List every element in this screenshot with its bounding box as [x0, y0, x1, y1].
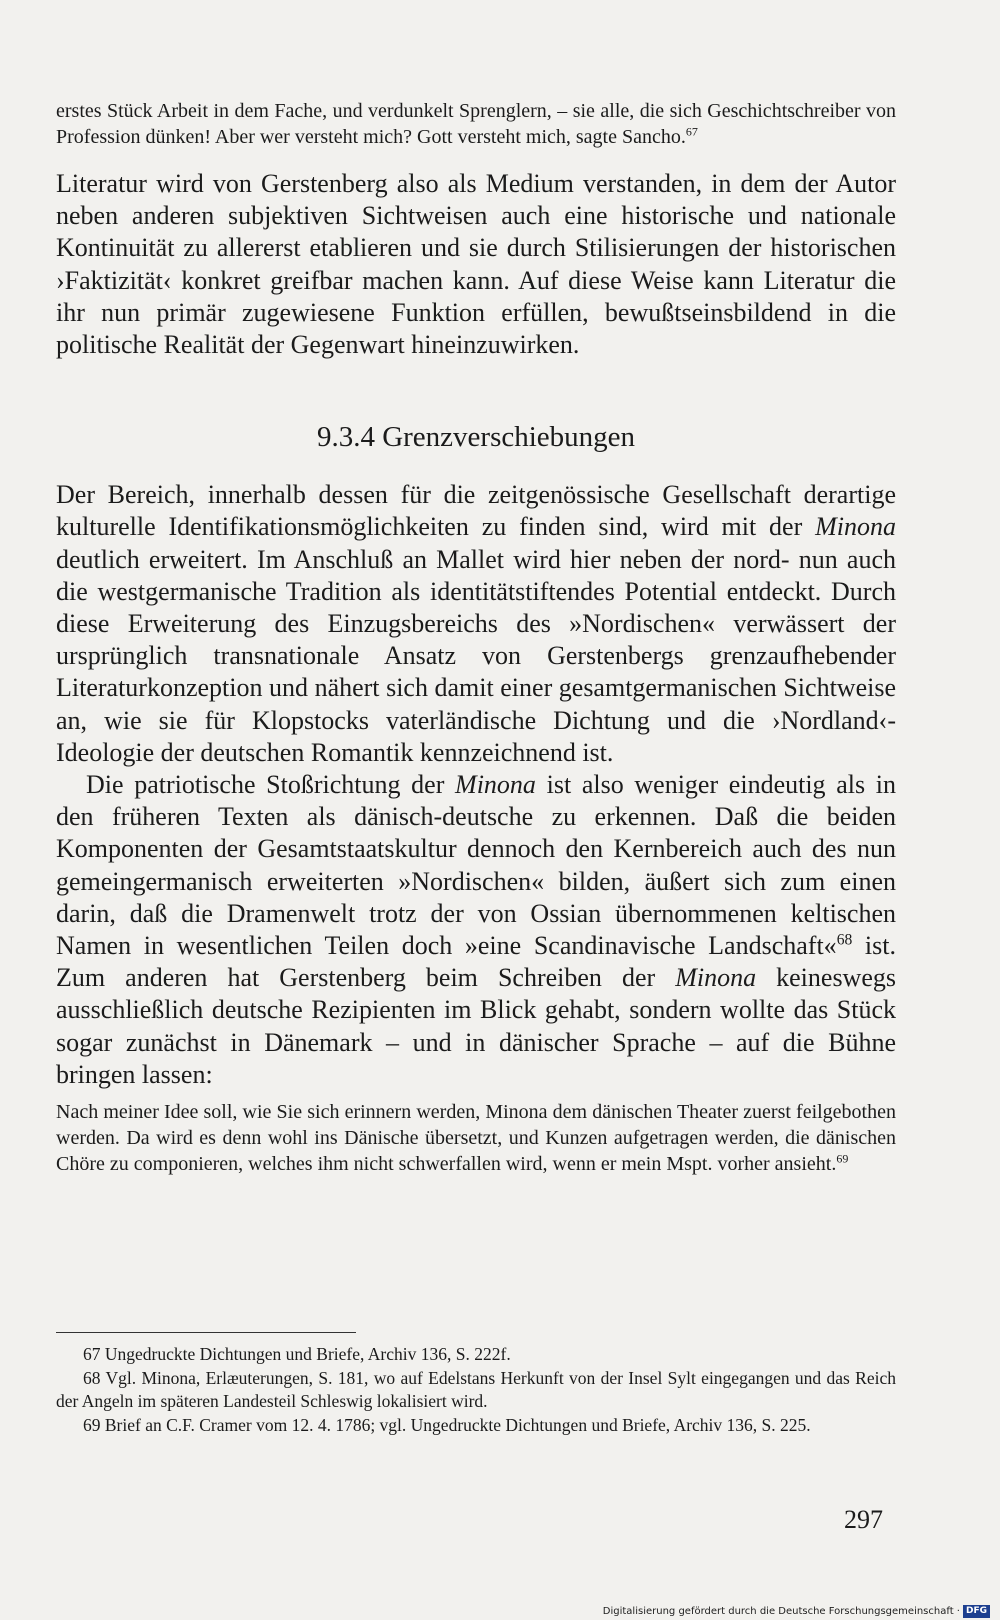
footnote-ref-68[interactable]: 68 — [836, 931, 853, 949]
dfg-logo-icon: DFG — [963, 1605, 990, 1618]
footnote-divider — [56, 1332, 356, 1333]
paragraph-3: Die patriotische Stoßrichtung der Minona ist also weniger eindeutig als in den früheren Texten als dänisch-deutsche zu erkennen. Daß die beiden Komponenten der Gesamtstaatskultur dennoch den Kernbereich auch des nun gemeingermanisch erweiterten »Nordischen« bilden, äußert sich zum einen darin, daß die Dramenwelt trotz der von Ossian übernommenen keltischen Namen in wesentlichen Teilen doch »eine Scandinavische Landschaft«$^{68}$ ist. Zum anderen hat Gerstenberg beim Schreiben der Minona keineswegs ausschließlich deutsche Rezipienten im Blick gehabt, sondern wollte das Stück sogar zunächst in Dänemark – und in dänischer Sprache – auf die Bühne bringen lassen: — [56, 770, 897, 1089]
title-italic: Minona — [815, 512, 896, 542]
footnote-ref-69[interactable]: 69 — [836, 1151, 849, 1166]
page-number: 297 — [844, 1505, 883, 1534]
page-body — [56, 98, 896, 1177]
footnote-ref-67[interactable]: 67 — [685, 124, 698, 139]
quote-text: erstes Stück Arbeit in dem Fache, und verdunkelt Sprenglern, – sie alle, die sich Geschichtschreiber von Profession dünken! Aber wer versteht mich? Gott versteht mich, sagte Sancho. — [56, 100, 896, 148]
paragraph-1: Literatur wird von Gerstenberg also als Medium verstanden, in dem der Autor neben anderen subjektiven Sichtweisen auch eine historische und nationale Kontinuität zu allererst etablieren und sie durch Stilisierungen der historischen ›Faktizität‹ konkret greifbar machen kann. Auf diese Weise kann Literatur die ihr nun primär zugewiesene Funktion erfüllen, bewußtseinsbildend in die politische Realität der Gegenwart hineinzuwirken. — [56, 169, 896, 360]
footnote-68: 68 Vgl. Minona, Erlæuterungen, S. 181, wo auf Edelstans Herkunft von der Insel Sylt eingegangen und das Reich der Angeln im späteren Landesteil Schleswig lokalisiert wird. — [56, 1367, 896, 1411]
digitization-credit — [603, 1605, 990, 1618]
section-heading: 9.3.4 Grenzverschiebungen — [316, 421, 636, 454]
quote-text: Nach meiner Idee soll, wie Sie sich erinnern werden, Minona dem dänischen Theater zuerst feilgebothen werden. Da wird es denn wohl ins Dänische übersetzt, und Kunzen aufgetragen werden, die dänischen Chöre zu componieren, welches ihm nicht schwerfallen wird, wenn er mein Mspt. vorher ansieht. — [56, 1101, 896, 1176]
paragraph-2: Der Bereich, innerhalb dessen für die zeitgenössische Gesellschaft derartige kulturelle Identifikationsmöglichkeiten zu finden sind, wird mit der Minona deutlich erweitert. Im Anschluß an Mallet wird hier neben der nord- nun auch die westgermanische Tradition als identitätstiftendes Potential entdeckt. Durch diese Erweiterung des Einzugsbereichs des »Nordischen« verwässert der ursprünglich transnationale Ansatz von Gerstenbergs grenzaufhebender Literaturkonzeption und nähert sich damit einer gesamtgermanischen Sichtweise an, wie sie für Klopstocks vaterländische Dichtung und die ›Nordland‹-Ideologie der deutschen Romantik kennzeichnend ist. — [56, 480, 896, 767]
block-quote-top — [56, 98, 896, 150]
title-italic: Minona — [675, 963, 757, 993]
block-quote-bottom — [56, 1099, 896, 1177]
footnote-67: 67 Ungedruckte Dichtungen und Briefe, Archiv 136, S. 222f. — [83, 1344, 511, 1364]
footnote-69: 69 Brief an C.F. Cramer vom 12. 4. 1786; vgl. Ungedruckte Dichtungen und Briefe, Archiv 136, S. 225. — [83, 1414, 811, 1435]
credit-text: Digitalisierung gefördert durch die Deutsche Forschungsgemeinschaft · — [602, 1606, 960, 1617]
title-italic: Minona — [455, 770, 536, 800]
footnotes — [56, 1343, 896, 1437]
